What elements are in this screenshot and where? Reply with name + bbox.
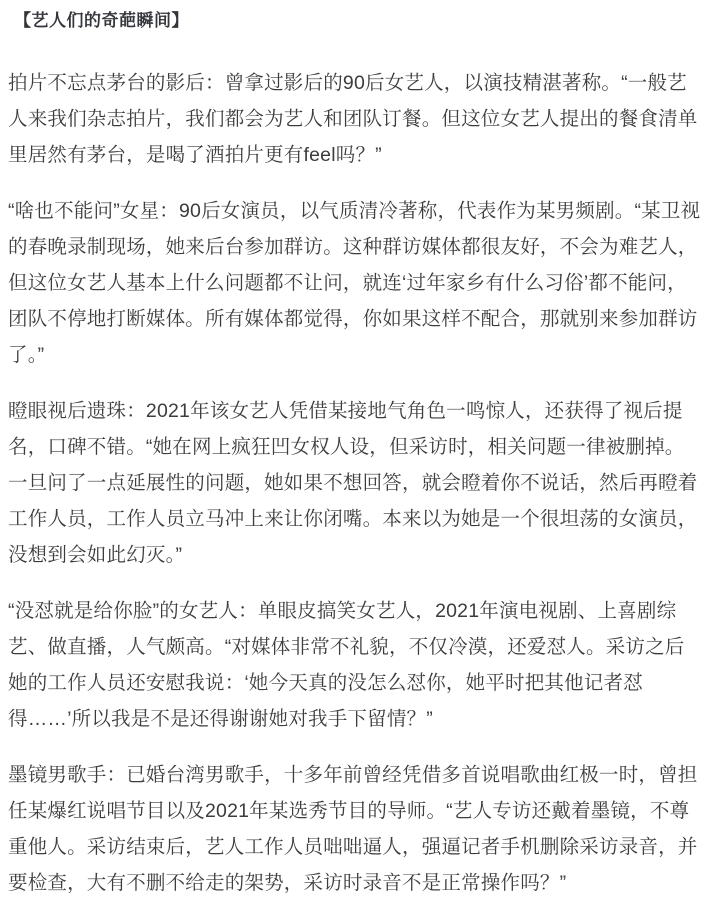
paragraph-no-questions-star: “啥也不能问”女星：90后女演员，以气质清冷著称，代表作为某男频剧。“某卫视的春晚录制现场，她来后台参加群访。这种群访媒体都很友好，不会为难艺人，但这位女艺人基本上什么问题都不让问，就连‘过年家乡有什么习俗’都不能问，团队不停地打断媒体。所有媒体都觉得，你如果这样不配合，那就别来参加群访了。” (8, 200, 701, 366)
page-title: 【艺人们的奇葩瞬间】 (14, 11, 189, 30)
paragraph-sunglasses-singer: 墨镜男歌手：已婚台湾男歌手，十多年前曾经凭借多首说唱歌曲红极一时，曾担任某爆红说唱节目以及2021年某选秀节目的导师。“艺人专访还戴着墨镜，不尊重他人。采访结束后，艺人工作人员咄咄逼人，强逼记者手机删除采访录音，并要检查，大有不删不给走的架势，采访时录音不是正常操作吗？” (8, 764, 698, 894)
paragraph-maotai-actress: 拍片不忘点茅台的影后：曾拿过影后的90后女艺人，以演技精湛著称。“一般艺人来我们杂志拍片，我们都会为艺人和团队订餐。但这位女艺人提出的餐食清单里居然有茅台，是喝了酒拍片更有feel吗？” (8, 72, 698, 166)
paragraph-staring-actress: 瞪眼视后遗珠：2021年该女艺人凭借某接地气角色一鸣惊人，还获得了视后提名，口碑不错。“她在网上疯狂凹女权人设，但采访时，相关问题一律被删掉。一旦问了一点延展性的问题，她如果不想回答，就会瞪着你不说话，然后再瞪着工作人员，工作人员立马冲上来让你闭嘴。本来以为她是一个很坦荡的女演员，没想到会如此幻灭。” (8, 400, 698, 566)
paragraph-mocking-actress: “没怼就是给你脸”的女艺人：单眼皮搞笑女艺人，2021年演电视剧、上喜剧综艺、做直播，人气颇高。“对媒体非常不礼貌，不仅冷漠，还爱怼人。采访之后她的工作人员还安慰我说：‘她今天真的没怎么怼你，她平时把其他记者怼得……’所以我是不是还得谢谢她对我手下留情？” (8, 600, 685, 730)
